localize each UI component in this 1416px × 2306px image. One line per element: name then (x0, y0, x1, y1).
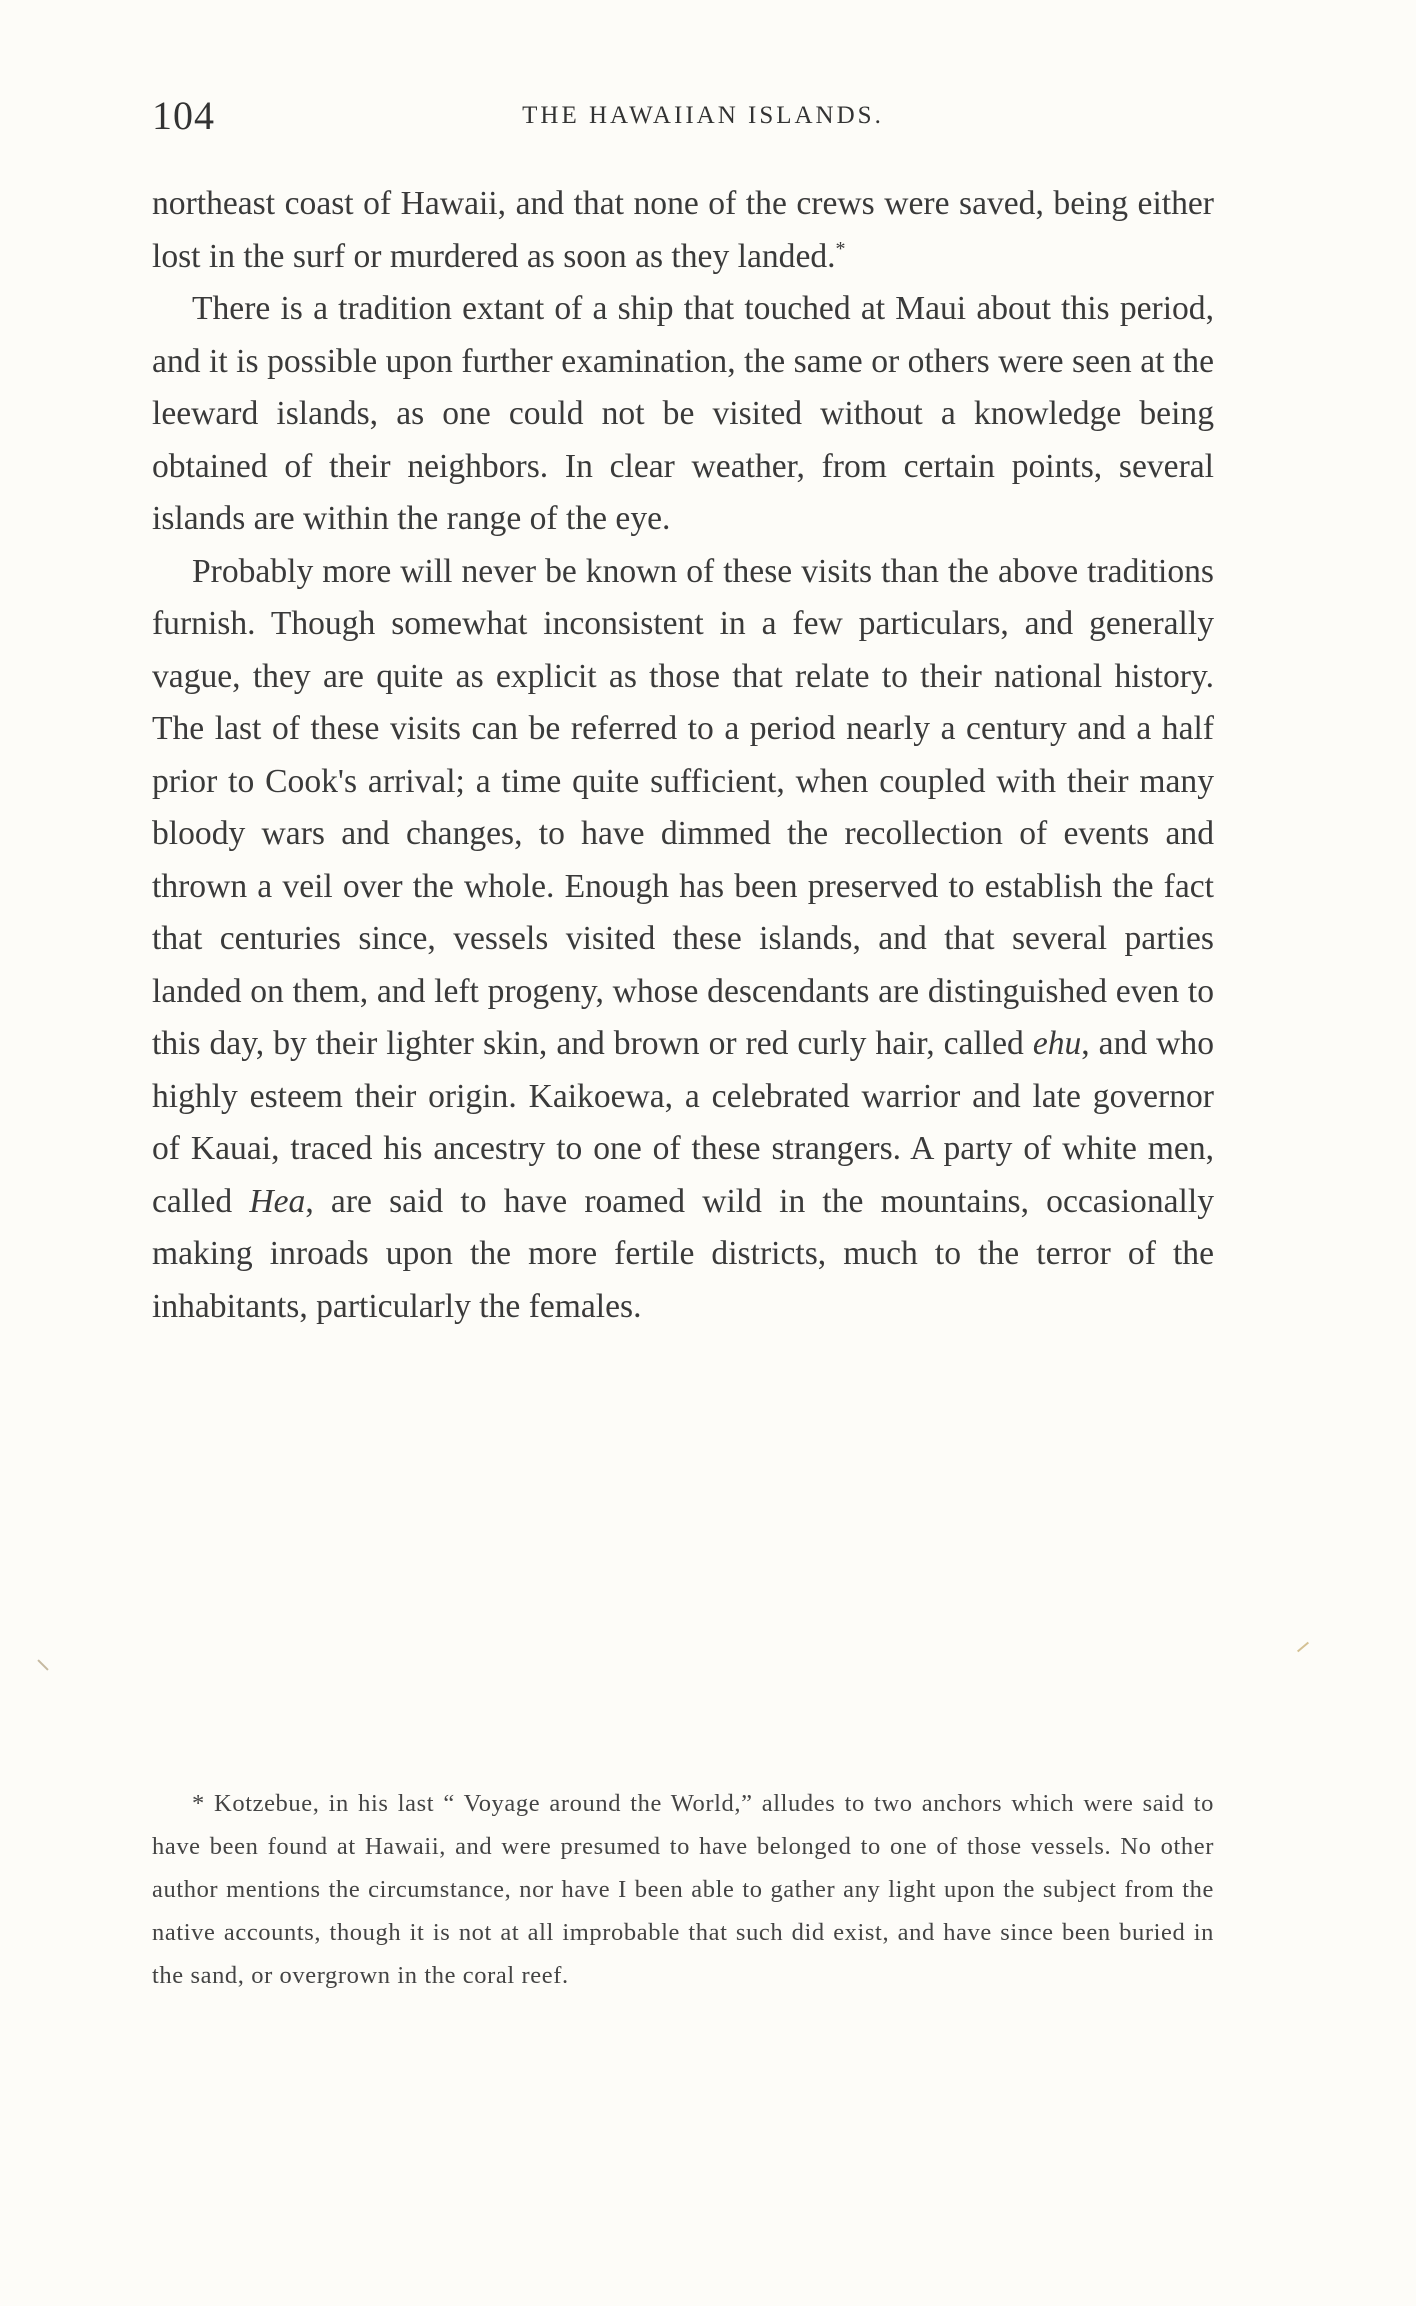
paragraph-3 (152, 546, 1214, 1334)
paragraph-2: There is a tradition extant of a ship that touched at Maui about this period, and it is possible upon further examination, the same or others were seen at the leeward islands, as one could not be visited without a knowledge being obtained of their neighbors. In clear weather, from certain points, several islands are within the range of the eye. (152, 290, 1214, 537)
margin-mark-right (1297, 1642, 1309, 1653)
paragraph-3-part-3: , are said to have roamed wild in the mountains, occasionally making inroads upon the more fertile districts, much to the terror of the inhabitants, particularly the females. (152, 1182, 1214, 1325)
page-number: 104 (152, 93, 215, 138)
term-ehu: ehu (1032, 1025, 1082, 1062)
paragraph-1 (152, 178, 1214, 283)
paragraph-3-part-1: Probably more will never be known of these visits than the above traditions furnish. Though somewhat inconsistent in a few particulars, and generally vague, they are quite as explicit as those that relate to their national history. The last of these visits can be referred to a period nearly a century and a half prior to Cook's arrival; a time quite sufficient, when coupled with their many bloody wars and changes, to have dimmed the recollection of events and thrown a veil over the whole. Enough has been preserved to establish the fact that centuries since, vessels visited these islands, and that several parties landed on them, and left progeny, whose descendants are distinguished even to this day, by their lighter skin, and brown or red curly hair, called (152, 552, 1214, 1062)
footnote-reference: * (835, 237, 846, 260)
body-text (152, 178, 1214, 1333)
term-hea: Hea (249, 1182, 306, 1220)
margin-mark-left (37, 1659, 48, 1670)
page-header (152, 92, 1214, 142)
paragraph-3-part-2: , and who highly esteem their origin. Kaikoewa, a celebrated warrior and late governor of Kauai, traced his ancestry to one of these strangers. A party of white men, called (152, 1025, 1214, 1220)
footnote-1: * Kotzebue, in his last “ Voyage around the World,” alludes to two anchors which were said to have been found at Hawaii, and were presumed to have belonged to one of those vessels. No other author mentions the circumstance, nor have I been able to gather any light upon the subject from the native accounts, though it is not at all improbable that such did exist, and have since been buried in the sand, or overgrown in the coral reef. (152, 1790, 1214, 1989)
paragraph-1-text: northeast coast of Hawaii, and that none of the crews were saved, being either lost in the surf or murdered as soon as they landed. (152, 185, 1214, 275)
running-head: THE HAWAIIAN ISLANDS. (522, 102, 884, 129)
footnotes (152, 1782, 1214, 1997)
